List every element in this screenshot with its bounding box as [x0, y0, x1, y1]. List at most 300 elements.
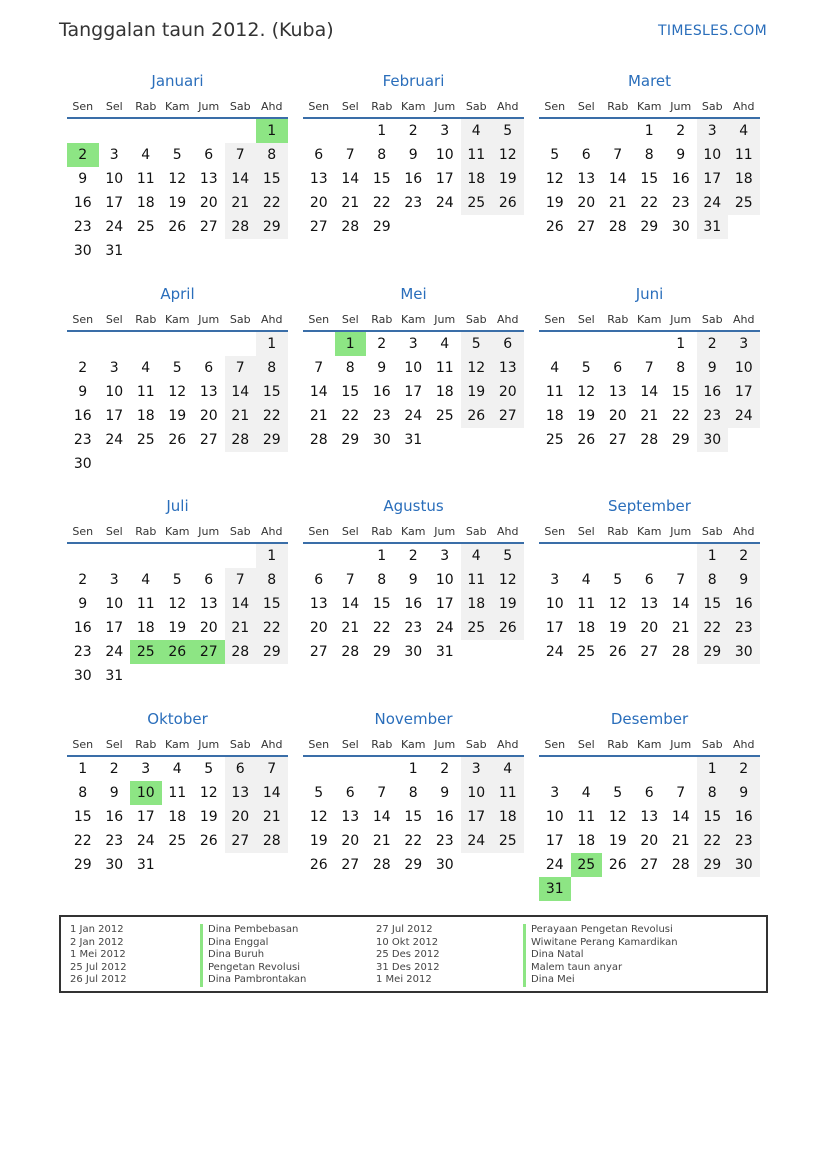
day-cell: 7: [345, 147, 355, 163]
holiday-day-cell: 1: [256, 119, 288, 143]
day-cell: 27: [199, 219, 218, 235]
day-cell: 23: [404, 620, 423, 636]
weekday-label: Sab: [701, 100, 723, 113]
weekday-header: [539, 525, 760, 540]
weekday-label: Kam: [637, 313, 662, 326]
day-cell: 5: [172, 572, 182, 588]
day-cell: 7: [225, 143, 257, 167]
day-cell: 1: [78, 761, 88, 777]
weekday-label: Sen: [308, 313, 330, 326]
day-cell: 24: [697, 191, 729, 215]
day-cell: 7: [225, 356, 257, 380]
day-cell: 20: [341, 833, 360, 849]
day-cell: 30: [73, 456, 92, 472]
day-cell: 12: [461, 356, 493, 380]
day-cell: 23: [73, 219, 92, 235]
day-cell: 9: [78, 596, 88, 612]
weekday-label: Kam: [637, 525, 662, 538]
day-cell: 9: [78, 384, 88, 400]
day-cell: 4: [461, 544, 493, 568]
day-cell: 9: [408, 572, 418, 588]
weekday-label: Jum: [198, 100, 220, 113]
day-cell: 28: [256, 829, 288, 853]
weekday-label: Sab: [229, 313, 251, 326]
weekday-label: Ahd: [497, 100, 519, 113]
day-cell: 16: [372, 384, 391, 400]
legend-date: 25 Jul 2012: [70, 961, 127, 973]
day-cell: 4: [728, 119, 760, 143]
month-name: Mei: [400, 285, 427, 303]
day-cell: 27: [640, 857, 659, 873]
day-cell: 10: [105, 171, 124, 187]
weekday-label: Rab: [371, 100, 393, 113]
day-cell: 14: [640, 384, 659, 400]
weekday-label: Sab: [701, 313, 723, 326]
day-cell: 24: [105, 219, 124, 235]
day-cell: 26: [608, 644, 627, 660]
day-cell: 9: [109, 785, 119, 801]
day-grid: [539, 544, 760, 688]
weekday-label: Sel: [105, 100, 123, 113]
day-cell: 9: [728, 568, 760, 592]
day-cell: 16: [73, 195, 92, 211]
weekday-label: Ahd: [733, 738, 755, 751]
day-cell: 12: [168, 384, 187, 400]
legend-holiday-name: Dina Enggal: [200, 937, 306, 950]
day-cell: 16: [404, 171, 423, 187]
day-cell: 3: [728, 332, 760, 356]
day-cell: 23: [728, 616, 760, 640]
day-cell: 17: [545, 620, 564, 636]
weekday-label: Jum: [670, 100, 692, 113]
day-cell: 2: [676, 123, 686, 139]
month-name: Agustus: [383, 497, 444, 515]
holiday-day-cell: 25: [130, 640, 162, 664]
day-cell: 24: [461, 829, 493, 853]
day-cell: 24: [435, 620, 454, 636]
day-cell: 22: [256, 404, 288, 428]
day-cell: 15: [671, 384, 690, 400]
day-cell: 18: [461, 167, 493, 191]
weekday-label: Rab: [371, 525, 393, 538]
legend-date: 27 Jul 2012: [376, 924, 433, 935]
day-cell: 19: [492, 592, 524, 616]
day-cell: 16: [435, 809, 454, 825]
day-cell: 6: [204, 360, 214, 376]
day-grid: [539, 119, 760, 263]
legend-holiday-name: Wiwitane Perang Kamardikan: [523, 937, 678, 950]
day-cell: 23: [697, 404, 729, 428]
day-cell: 6: [644, 785, 654, 801]
weekday-label: Jum: [670, 738, 692, 751]
weekday-label: Sab: [701, 525, 723, 538]
weekday-label: Sel: [577, 100, 595, 113]
day-cell: 2: [728, 757, 760, 781]
day-cell: 18: [136, 620, 155, 636]
day-cell: 5: [204, 761, 214, 777]
day-cell: 16: [73, 408, 92, 424]
day-cell: 15: [697, 592, 729, 616]
weekday-label: Sab: [229, 100, 251, 113]
day-cell: 11: [461, 568, 493, 592]
weekday-label: Sab: [465, 100, 487, 113]
day-grid: [303, 544, 524, 688]
day-cell: 21: [671, 620, 690, 636]
day-cell: 4: [492, 757, 524, 781]
day-cell: 19: [608, 833, 627, 849]
day-cell: 9: [697, 356, 729, 380]
day-cell: 1: [256, 544, 288, 568]
month-name: September: [608, 497, 691, 515]
day-cell: 3: [141, 761, 151, 777]
day-cell: 13: [309, 596, 328, 612]
weekday-label: Sen: [72, 313, 94, 326]
day-cell: 21: [671, 833, 690, 849]
day-cell: 16: [697, 380, 729, 404]
day-cell: 1: [697, 757, 729, 781]
holiday-legend: [59, 915, 768, 993]
weekday-header: [539, 100, 760, 115]
day-cell: 20: [309, 620, 328, 636]
day-cell: 12: [168, 171, 187, 187]
day-cell: 27: [492, 404, 524, 428]
day-grid: [539, 757, 760, 901]
day-cell: 27: [608, 432, 627, 448]
weekday-label: Sen: [308, 738, 330, 751]
month-name: Januari: [151, 72, 204, 90]
day-cell: 22: [372, 195, 391, 211]
day-cell: 29: [73, 857, 92, 873]
day-cell: 17: [461, 805, 493, 829]
day-cell: 26: [199, 833, 218, 849]
day-cell: 18: [435, 384, 454, 400]
weekday-label: Sab: [229, 525, 251, 538]
day-cell: 18: [545, 408, 564, 424]
day-cell: 4: [141, 572, 151, 588]
day-cell: 26: [309, 857, 328, 873]
legend-date: 31 Des 2012: [376, 961, 440, 973]
day-cell: 22: [372, 620, 391, 636]
day-cell: 26: [461, 404, 493, 428]
weekday-header: [67, 525, 288, 540]
day-cell: 9: [728, 781, 760, 805]
day-cell: 19: [608, 620, 627, 636]
day-cell: 11: [136, 384, 155, 400]
day-cell: 2: [440, 761, 450, 777]
day-cell: 12: [309, 809, 328, 825]
day-cell: 11: [136, 171, 155, 187]
day-cell: 20: [309, 195, 328, 211]
weekday-label: Ahd: [733, 100, 755, 113]
weekday-label: Jum: [198, 738, 220, 751]
weekday-label: Rab: [607, 738, 629, 751]
day-cell: 23: [404, 195, 423, 211]
day-cell: 27: [577, 219, 596, 235]
months-grid: [67, 70, 760, 910]
day-cell: 26: [545, 219, 564, 235]
day-cell: 31: [136, 857, 155, 873]
day-cell: 11: [728, 143, 760, 167]
day-cell: 6: [581, 147, 591, 163]
day-cell: 24: [728, 404, 760, 428]
day-cell: 2: [408, 123, 418, 139]
day-cell: 9: [377, 360, 387, 376]
weekday-header: [67, 100, 288, 115]
day-cell: 17: [404, 384, 423, 400]
day-cell: 20: [199, 620, 218, 636]
day-cell: 5: [314, 785, 324, 801]
weekday-label: Kam: [637, 738, 662, 751]
day-grid: [67, 544, 288, 688]
month-name: Februari: [382, 72, 445, 90]
month-name: November: [374, 710, 453, 728]
day-cell: 28: [671, 644, 690, 660]
day-cell: 25: [545, 432, 564, 448]
weekday-label: Ahd: [733, 313, 755, 326]
day-cell: 23: [105, 833, 124, 849]
weekday-label: Sel: [105, 525, 123, 538]
day-cell: 9: [78, 171, 88, 187]
weekday-label: Kam: [165, 100, 190, 113]
legend-names-2: [523, 924, 678, 987]
day-cell: 28: [309, 432, 328, 448]
day-cell: 22: [671, 408, 690, 424]
legend-holiday-name: Dina Natal: [523, 949, 678, 962]
day-cell: 29: [256, 640, 288, 664]
day-cell: 26: [168, 432, 187, 448]
day-cell: 15: [73, 809, 92, 825]
day-cell: 10: [461, 781, 493, 805]
day-cell: 24: [435, 195, 454, 211]
legend-holiday-name: Dina Buruh: [200, 949, 306, 962]
day-grid: [303, 757, 524, 901]
day-cell: 7: [644, 360, 654, 376]
day-cell: 10: [545, 809, 564, 825]
day-cell: 3: [697, 119, 729, 143]
weekday-label: Ahd: [497, 313, 519, 326]
day-cell: 13: [640, 596, 659, 612]
weekday-label: Rab: [371, 313, 393, 326]
day-cell: 30: [73, 243, 92, 259]
day-cell: 21: [341, 195, 360, 211]
weekday-label: Ahd: [733, 525, 755, 538]
day-cell: 24: [105, 644, 124, 660]
day-cell: 22: [640, 195, 659, 211]
day-cell: 23: [73, 432, 92, 448]
day-cell: 2: [78, 360, 88, 376]
day-cell: 27: [309, 644, 328, 660]
day-cell: 10: [435, 147, 454, 163]
day-cell: 18: [577, 833, 596, 849]
day-cell: 6: [314, 147, 324, 163]
day-cell: 31: [435, 644, 454, 660]
day-cell: 18: [577, 620, 596, 636]
weekday-label: Sab: [465, 313, 487, 326]
day-cell: 12: [545, 171, 564, 187]
day-cell: 6: [613, 360, 623, 376]
day-cell: 13: [341, 809, 360, 825]
month-november: [303, 708, 524, 908]
day-cell: 10: [728, 356, 760, 380]
day-cell: 13: [199, 596, 218, 612]
day-grid: [67, 757, 288, 901]
day-cell: 13: [608, 384, 627, 400]
day-cell: 12: [608, 809, 627, 825]
weekday-label: Jum: [670, 313, 692, 326]
weekday-header: [67, 738, 288, 753]
day-cell: 23: [435, 833, 454, 849]
weekday-label: Ahd: [497, 525, 519, 538]
day-cell: 14: [225, 380, 257, 404]
month-maret: [539, 70, 760, 270]
day-cell: 19: [461, 380, 493, 404]
day-cell: 4: [550, 360, 560, 376]
day-cell: 1: [408, 761, 418, 777]
day-cell: 30: [671, 219, 690, 235]
day-cell: 11: [136, 596, 155, 612]
day-cell: 28: [341, 644, 360, 660]
day-cell: 6: [204, 572, 214, 588]
day-cell: 29: [404, 857, 423, 873]
legend-holiday-name: Dina Pambrontakan: [200, 974, 306, 987]
day-cell: 24: [136, 833, 155, 849]
weekday-label: Jum: [434, 525, 456, 538]
day-cell: 29: [671, 432, 690, 448]
day-cell: 20: [640, 620, 659, 636]
weekday-label: Jum: [434, 313, 456, 326]
day-cell: 6: [492, 332, 524, 356]
legend-names-1: [200, 924, 306, 987]
day-cell: 15: [341, 384, 360, 400]
weekday-label: Kam: [401, 100, 426, 113]
weekday-label: Sel: [577, 525, 595, 538]
day-cell: 24: [105, 432, 124, 448]
day-cell: 9: [676, 147, 686, 163]
day-cell: 20: [608, 408, 627, 424]
weekday-label: Sel: [341, 738, 359, 751]
day-cell: 18: [168, 809, 187, 825]
day-cell: 30: [728, 640, 760, 664]
day-cell: 22: [256, 191, 288, 215]
day-cell: 22: [697, 616, 729, 640]
day-cell: 11: [168, 785, 187, 801]
day-cell: 2: [109, 761, 119, 777]
weekday-label: Ahd: [261, 313, 283, 326]
day-cell: 14: [671, 596, 690, 612]
weekday-header: [303, 313, 524, 328]
day-cell: 27: [640, 644, 659, 660]
day-cell: 15: [372, 171, 391, 187]
day-cell: 28: [671, 857, 690, 873]
weekday-label: Sen: [544, 525, 566, 538]
day-cell: 22: [341, 408, 360, 424]
day-cell: 21: [640, 408, 659, 424]
weekday-label: Sen: [72, 100, 94, 113]
day-cell: 16: [728, 805, 760, 829]
day-cell: 16: [728, 592, 760, 616]
day-cell: 13: [225, 781, 257, 805]
day-cell: 9: [408, 147, 418, 163]
day-cell: 2: [408, 548, 418, 564]
legend-holiday-name: Malem taun anyar: [523, 962, 678, 975]
weekday-label: Sen: [72, 738, 94, 751]
day-cell: 27: [341, 857, 360, 873]
day-cell: 2: [728, 544, 760, 568]
legend-holiday-name: Dina Mei: [523, 974, 678, 987]
month-name: Oktober: [147, 710, 208, 728]
day-cell: 14: [372, 809, 391, 825]
month-name: Maret: [627, 72, 672, 90]
weekday-label: Rab: [135, 738, 157, 751]
day-cell: 21: [608, 195, 627, 211]
day-cell: 24: [545, 644, 564, 660]
day-cell: 15: [256, 592, 288, 616]
day-cell: 22: [256, 616, 288, 640]
weekday-label: Ahd: [261, 100, 283, 113]
day-cell: 15: [256, 167, 288, 191]
holiday-day-cell: 10: [130, 781, 162, 805]
weekday-label: Sel: [105, 738, 123, 751]
day-cell: 23: [671, 195, 690, 211]
day-cell: 19: [168, 620, 187, 636]
day-cell: 14: [608, 171, 627, 187]
month-oktober: [67, 708, 288, 908]
day-cell: 21: [341, 620, 360, 636]
legend-holiday-name: Dina Pembebasan: [200, 924, 306, 937]
month-juli: [67, 495, 288, 695]
legend-date: 10 Okt 2012: [376, 936, 439, 948]
day-cell: 31: [404, 432, 423, 448]
day-cell: 15: [256, 380, 288, 404]
holiday-day-cell: 31: [539, 877, 571, 901]
day-cell: 25: [168, 833, 187, 849]
day-cell: 7: [225, 568, 257, 592]
day-cell: 13: [309, 171, 328, 187]
day-cell: 6: [345, 785, 355, 801]
day-cell: 18: [728, 167, 760, 191]
weekday-label: Sel: [577, 738, 595, 751]
day-cell: 1: [644, 123, 654, 139]
day-cell: 24: [545, 857, 564, 873]
month-name: Juli: [166, 497, 189, 515]
month-april: [67, 283, 288, 483]
day-cell: 12: [492, 568, 524, 592]
day-cell: 6: [225, 757, 257, 781]
day-cell: 25: [461, 191, 493, 215]
legend-dates-1: [70, 924, 127, 987]
day-cell: 22: [697, 829, 729, 853]
day-cell: 11: [545, 384, 564, 400]
day-cell: 14: [225, 167, 257, 191]
day-cell: 6: [644, 572, 654, 588]
day-cell: 19: [492, 167, 524, 191]
day-cell: 3: [408, 336, 418, 352]
month-mei: [303, 283, 524, 483]
day-cell: 25: [492, 829, 524, 853]
day-cell: 29: [372, 644, 391, 660]
day-grid: [539, 332, 760, 476]
day-cell: 19: [168, 195, 187, 211]
holiday-day-cell: 1: [335, 332, 367, 356]
day-cell: 5: [581, 360, 591, 376]
month-september: [539, 495, 760, 695]
weekday-label: Sel: [341, 100, 359, 113]
day-cell: 10: [404, 360, 423, 376]
day-cell: 26: [492, 191, 524, 215]
weekday-label: Sen: [544, 313, 566, 326]
day-cell: 12: [199, 785, 218, 801]
site-link[interactable]: TIMESLES.COM: [658, 23, 767, 39]
